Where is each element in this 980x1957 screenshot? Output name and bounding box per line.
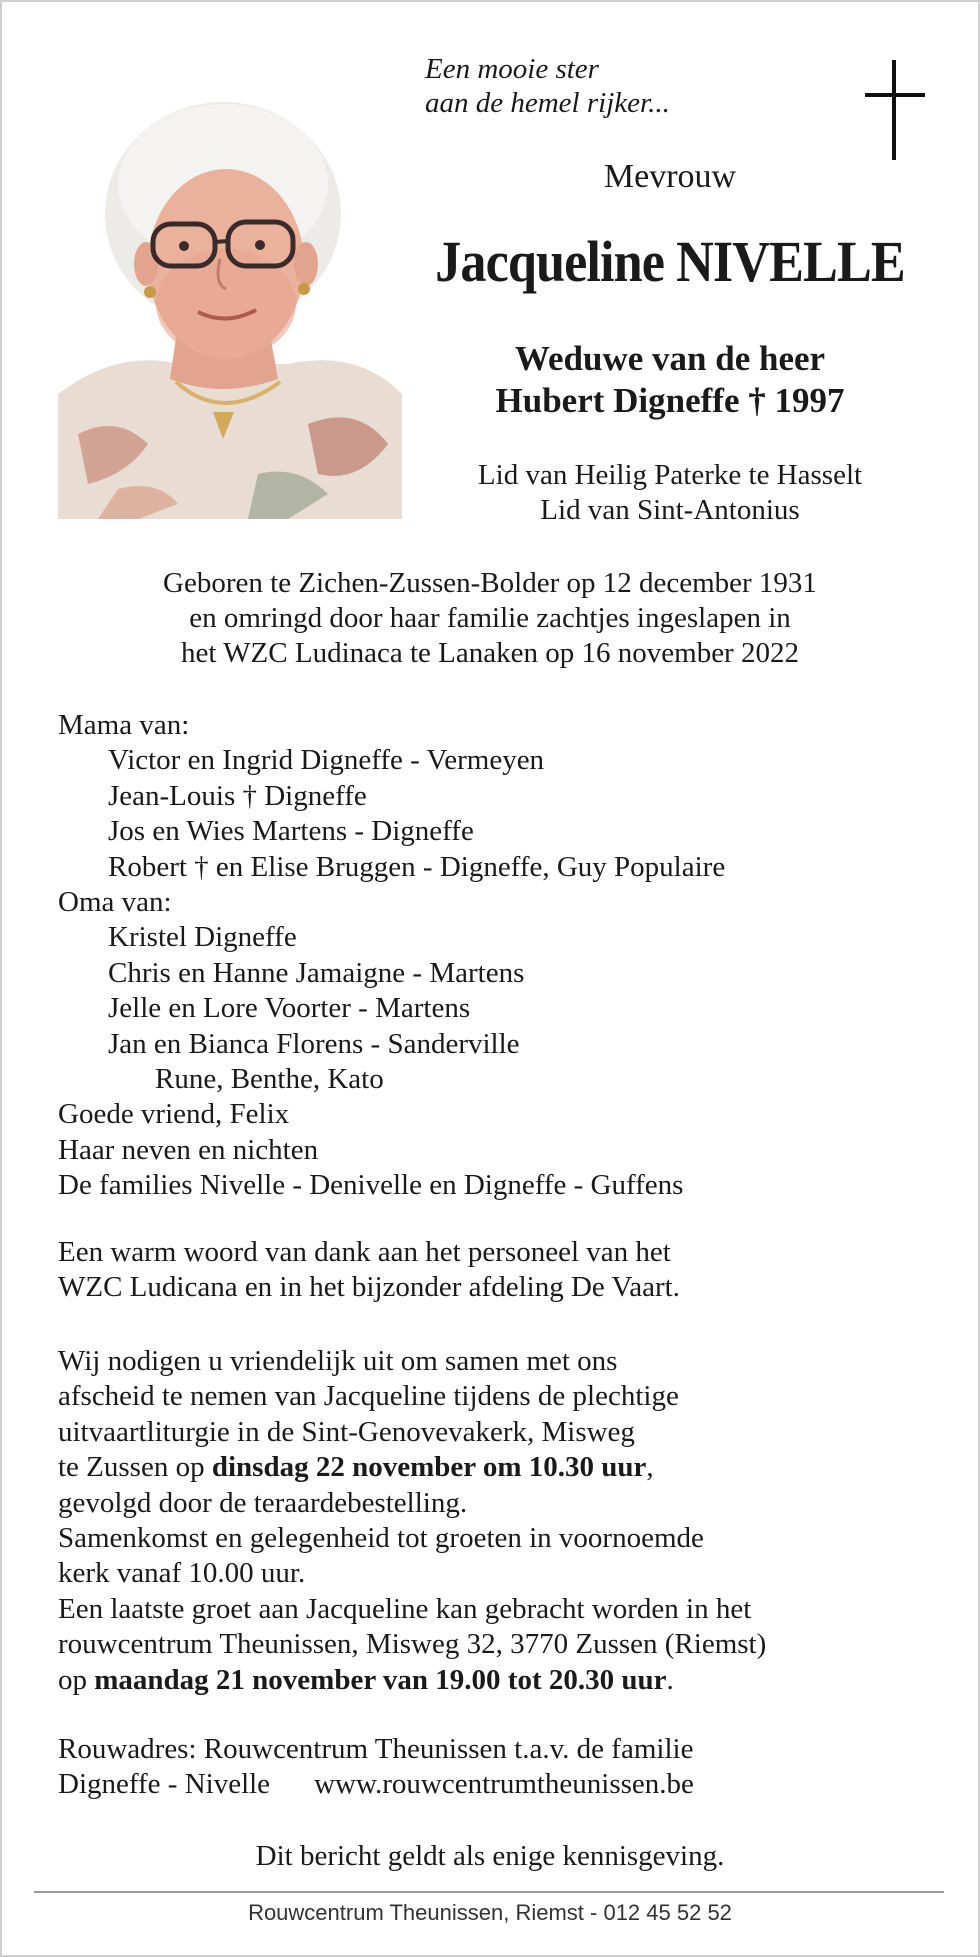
mama-label: Mama van:	[58, 709, 190, 741]
birth-death-info	[40, 566, 940, 671]
address-line-2: Digneffe - Nivelle www.rouwcentrumtheunissen.be	[58, 1767, 694, 1802]
footer-text: Rouwcentrum Theunissen, Riemst - 012 45 52 52	[248, 1900, 732, 1925]
family-list	[58, 708, 725, 1204]
footer-divider	[34, 1891, 944, 1893]
oma-label: Oma van:	[58, 886, 172, 919]
address-line-1: Rouwadres: Rouwcentrum Theunissen t.a.v. de familie	[58, 1733, 694, 1765]
invite-line: uitvaartliturgie in de Sint-Genovevakerk, Misweg	[58, 1415, 635, 1448]
memberships	[420, 458, 920, 528]
child-item: Victor en Ingrid Digneffe - Vermeyen	[108, 744, 545, 777]
great-grandchildren: Rune, Benthe, Kato	[155, 1063, 384, 1096]
widow-line-1: Weduwe van de heer	[514, 339, 826, 378]
salutation: Mevrouw	[603, 158, 737, 195]
grandchild-item: Jelle en Lore Voorter - Martens	[108, 992, 471, 1025]
visitation-datetime: maandag 21 november van 19.00 tot 20.30 uur	[94, 1663, 667, 1696]
grandchild-item: Kristel Digneffe	[108, 921, 297, 954]
born-line-1: Geboren te Zichen-Zussen-Bolder op 12 december 1931	[163, 567, 817, 599]
grandchild-item: Jan en Bianca Florens - Sanderville	[108, 1027, 520, 1060]
child-item: Robert † en Elise Bruggen - Digneffe, Guy Populaire	[108, 850, 726, 883]
widow-line-2: Hubert Digneffe † 1997	[495, 381, 845, 420]
invite-line: op maandag 21 november van 19.00 tot 20.30 uur.	[58, 1663, 674, 1696]
invite-line: Een laatste groet aan Jacqueline kan gebracht worden in het	[58, 1592, 752, 1625]
other-relative: Haar neven en nichten	[58, 1133, 319, 1166]
membership-1: Lid van Heilig Paterke te Hasselt	[477, 459, 863, 491]
invite-line: Samenkomst en gelegenheid tot groeten in voornoemde	[58, 1522, 704, 1555]
quote-line-1: Een mooie ster	[425, 53, 599, 85]
membership-2: Lid van Sint-Antonius	[540, 494, 800, 526]
mourning-address	[58, 1732, 694, 1803]
quote-line-2: aan de hemel rijker...	[425, 87, 670, 119]
invitation-paragraph	[58, 1344, 766, 1698]
other-relative: De families Nivelle - Denivelle en Digneffe - Guffens	[58, 1169, 684, 1202]
thanks-paragraph	[58, 1235, 680, 1306]
invite-line: te Zussen op dinsdag 22 november om 10.30 uur,	[58, 1451, 654, 1484]
other-relative: Goede vriend, Felix	[58, 1098, 290, 1131]
cross-icon	[865, 60, 925, 160]
invite-line: afscheid te nemen van Jacqueline tijdens de plechtige	[58, 1380, 679, 1413]
portrait-photo	[58, 94, 402, 519]
website-link[interactable]: www.rouwcentrumtheunissen.be	[314, 1768, 694, 1801]
thanks-line-2: WZC Ludicana en in het bijzonder afdeling De Vaart.	[58, 1271, 680, 1304]
child-item: Jos en Wies Martens - Digneffe	[108, 815, 474, 848]
invite-line: rouwcentrum Theunissen, Misweg 32, 3770 Zussen (Riemst)	[58, 1628, 767, 1661]
deceased-name: Jacqueline NIVELLE	[435, 229, 905, 294]
memorial-quote	[425, 52, 670, 120]
funeral-datetime: dinsdag 22 november om 10.30 uur	[211, 1451, 647, 1484]
invite-line: gevolgd door de teraardebestelling.	[58, 1486, 468, 1519]
born-line-3: het WZC Ludinaca te Lanaken op 16 november 2022	[181, 637, 799, 669]
widow-of	[440, 338, 900, 422]
invite-line: Wij nodigen u vriendelijk uit om samen met ons	[58, 1345, 618, 1377]
grandchild-item: Chris en Hanne Jamaigne - Martens	[108, 956, 525, 989]
thanks-line-1: Een warm woord van dank aan het personeel van het	[58, 1236, 671, 1268]
born-line-2: en omringd door haar familie zachtjes ingeslapen in	[189, 602, 791, 634]
invite-line: kerk vanaf 10.00 uur.	[58, 1557, 306, 1590]
notice-text: Dit bericht geldt als enige kennisgeving.	[255, 1840, 725, 1872]
child-item: Jean-Louis † Digneffe	[108, 779, 367, 812]
